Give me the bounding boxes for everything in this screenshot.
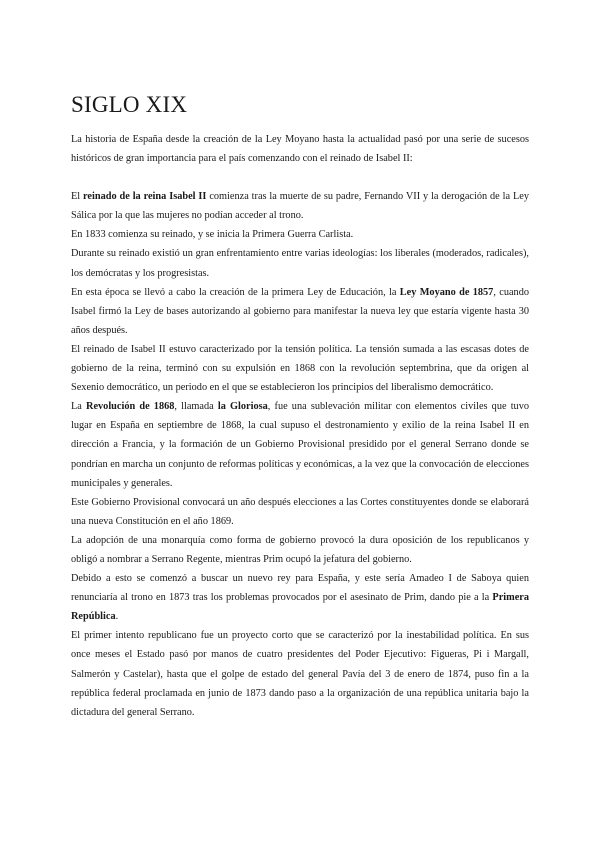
text-run: El (71, 191, 84, 203)
paragraph-amadeo (71, 569, 529, 626)
text-run: Debido a esto se comenzó a buscar un nuevo rey para España, y este sería Amadeo I de Saboya quien renunciaría al trono en 1873 tras los problemas provocados por el asesinato de Prim, dando pie a la (71, 573, 529, 604)
bold-term: Ley Moyano de 1857 (399, 286, 494, 298)
text-run: , llamada (174, 401, 218, 413)
document-body (71, 130, 529, 722)
paragraph-isabel-reign (71, 187, 529, 225)
paragraph-provisional-government: Este Gobierno Provisional convocará un año después elecciones a las Cortes constituyentes donde se elaborará una nueva Constitución en el año 1869. (71, 496, 529, 527)
text-run: , cuando Isabel firmó la Ley de bases autorizando al gobierno para manifestar la nueva ley que estaría vigente hasta 30 años después. (71, 286, 529, 336)
bold-term: la Gloriosa (217, 401, 268, 413)
paragraph-first-republic: El primer intento republicano fue un proyecto corto que se caracterizó por la inestabilidad política. En sus once meses el Estado pasó por manos de cuatro presidentes del Poder Ejecutivo: Figueras, Pi i Margall, Salmerón y Castelar), hasta que el golpe de estado del general Pavía del 3 de enero de 1874, puso fin a la república federal proclamada en junio de 1873 dando paso a la organización de una república unitaria bajo la dictadura del general Serrano. (71, 630, 529, 718)
text-run: En esta época se llevó a cabo la creación de la primera Ley de Educación, la (71, 286, 400, 298)
text-run: comienza tras la muerte de su padre, Fernando VII y la derogación de la Ley Sálica por la que las mujeres no podían acceder al trono. (71, 191, 529, 222)
text-run: La (71, 401, 87, 413)
paragraph-revolution-1868 (71, 397, 529, 492)
bold-term: Revolución de 1868 (86, 401, 175, 413)
paragraph-1833: En 1833 comienza su reinado, y se inicia la Primera Guerra Carlista. (71, 229, 354, 241)
intro-paragraph: La historia de España desde la creación de la Ley Moyano hasta la actualidad pasó por una serie de sucesos históricos de gran importancia para el país comenzando con el reinado de Isabel II: (71, 134, 529, 165)
paragraph-monarchy: La adopción de una monarquía como forma de gobierno provocó la dura oposición de los republicanos y obligó a nombrar a Serrano Regente, mientras Prim ocupó la jefatura del gobierno. (71, 534, 529, 565)
text-run: . (115, 611, 119, 623)
text-run: , fue una sublevación militar con elementos civiles que tuvo lugar en España en septiembre de 1868, la cual supuso el destronamiento y exilio de la reina Isabel II en dirección a Francia, y la formación de un Gobierno Provisional presidido por el general Serrano donde se pondrían en marcha un conjunto de reformas políticas y económicas, a la vez que la convocación de elecciones municipales y generales. (71, 401, 529, 489)
bold-term: reinado de la reina Isabel II (83, 191, 207, 203)
page-title: SIGLO XIX (71, 92, 188, 117)
bold-term: Primera República (71, 592, 529, 623)
paragraph-political-tension: El reinado de Isabel II estuvo caracterizado por la tensión política. La tensión sumada a las escasas dotes de gobierno de la reina, terminó con su expulsión en 1868 con la revolución septembrina, que da origen al Sexenio democrático, un periodo en el que se establecieron los principios del liberalismo democrático. (71, 343, 529, 394)
paragraph-ideologies: Durante su reinado existió un gran enfrentamiento entre varias ideologías: los liberales (moderados, radicales), los demócratas y los progresistas. (71, 248, 529, 279)
paragraph-ley-moyano (71, 283, 529, 340)
